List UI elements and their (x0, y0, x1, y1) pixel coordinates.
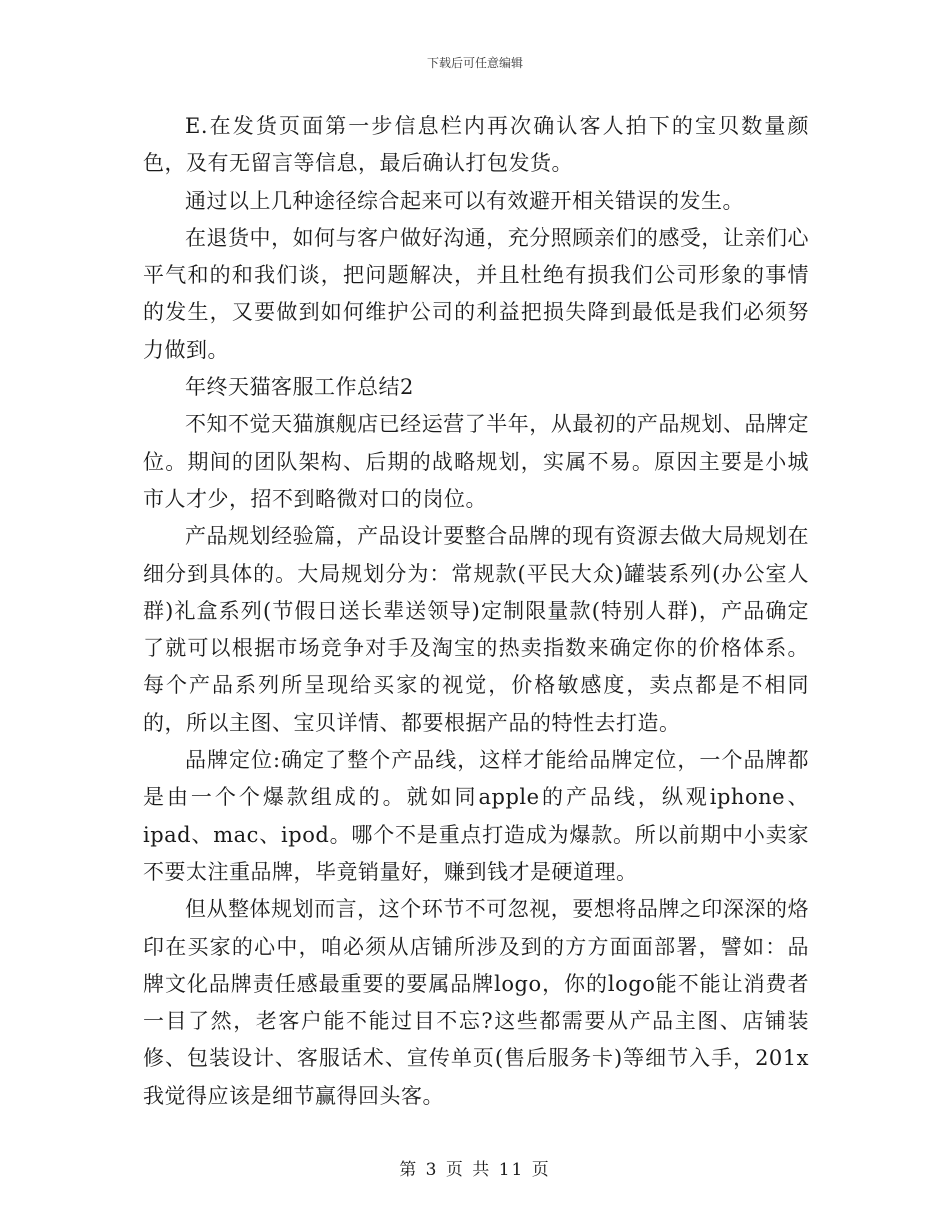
page-number: 第 3 页 共 11 页 (399, 1160, 551, 1180)
section-heading: 年终天猫客服工作总结2 (185, 375, 414, 400)
paragraph: 在退货中，如何与客户做好沟通，充分照顾亲们的感受，让亲们心平气和的和我们谈，把问题解决，并且杜绝有损我们公司形象的事情的发生，又要做到如何维护公司的利益把损失降到最低是我们必须努力做到。 (143, 225, 809, 362)
paragraph: 品牌定位:确定了整个产品线，这样才能给品牌定位，一个品牌都是由一个个爆款组成的。就如同apple的产品线，纵观iphone、ipad、mac、ipod。哪个不是重点打造成为爆款。所以前期中小卖家不要太注重品牌，毕竟销量好，赚到钱才是硬道理。 (143, 748, 809, 884)
document-body (143, 108, 809, 1115)
paragraph: 不知不觉天猫旗舰店已经运营了半年，从最初的产品规划、品牌定位。期间的团队架构、后期的战略规划，实属不易。原因主要是小城市人才少，招不到略微对口的岗位。 (143, 412, 809, 511)
paragraph: E.在发货页面第一步信息栏内再次确认客人拍下的宝贝数量颜色，及有无留言等信息，最后确认打包发货。 (143, 114, 809, 176)
paragraph: 产品规划经验篇，产品设计要整合品牌的现有资源去做大局规划在细分到具体的。大局规划分为：常规款(平民大众)罐装系列(办公室人群)礼盒系列(节假日送长辈送领导)定制限量款(特别人群)，产品确定了就可以根据市场竞争对手及淘宝的热卖指数来确定你的价格体系。每个产品系列所呈现给买家的视觉，价格敏感度，卖点都是不相同的，所以主图、宝贝详情、都要根据产品的特性去打造。 (143, 524, 809, 735)
paragraph: 通过以上几种途径综合起来可以有效避开相关错误的发生。 (185, 188, 744, 213)
paragraph: 但从整体规划而言，这个环节不可忽视，要想将品牌之印深深的烙印在买家的心中，咱必须从店铺所涉及到的方方面面部署，譬如：品牌文化品牌责任感最重要的要属品牌logo，你的logo能不能让消费者一目了然，老客户能不能过目不忘?这些都需要从产品主图、店铺装修、包装设计、客服话术、宣传单页(售后服务卡)等细节入手，201x我觉得应该是细节赢得回头客。 (143, 897, 809, 1108)
page-header: 下载后可任意编辑 (426, 56, 523, 70)
